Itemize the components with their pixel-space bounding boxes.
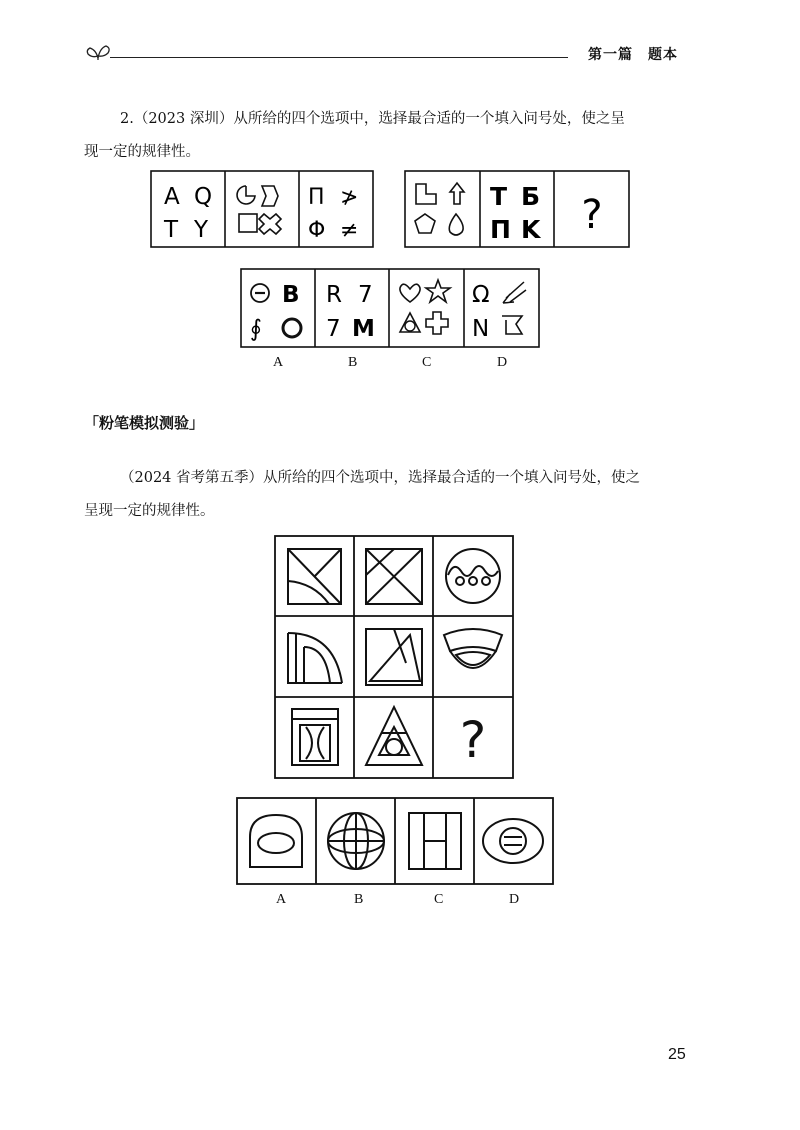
- star-icon: [426, 280, 450, 302]
- q1-options: [240, 268, 540, 348]
- q1-line2: 现一定的规律性。: [84, 144, 200, 160]
- q2-cell-7: [292, 709, 338, 765]
- pentagon-shape: [415, 214, 435, 233]
- q2-line1: （2024 省考第五季）从所给的四个选项中，选择最合适的一个填入问号处，使之: [120, 470, 641, 486]
- q2-line2: 呈现一定的规律性。: [84, 503, 215, 519]
- glyph-7b: 7: [326, 316, 341, 342]
- glyph-A: A: [164, 184, 180, 210]
- glyph-Y: Y: [194, 217, 209, 243]
- glyph-R: R: [326, 282, 342, 308]
- heart-icon: [400, 284, 420, 302]
- q1-option-d-label[interactable]: D: [497, 355, 508, 370]
- q2-option-c-figure: [409, 813, 461, 869]
- plus-shape: [426, 312, 448, 334]
- glyph-7: 7: [358, 282, 373, 308]
- q1-line1: 2.（2023 深圳）从所给的四个选项中，选择最合适的一个填入问号处，使之呈: [120, 111, 625, 127]
- glyph-contour: ∮: [250, 316, 262, 342]
- q2-option-c-label[interactable]: C: [434, 892, 444, 907]
- glyph-pi: Π: [308, 185, 325, 210]
- glyph-be: Б: [521, 182, 541, 211]
- sprout-icon: [84, 38, 114, 62]
- glyph-M-bold: M: [352, 316, 375, 342]
- q1-stem-group-2: [404, 170, 630, 248]
- glyph-pe: П: [490, 215, 511, 244]
- arrow-up-icon: [450, 183, 464, 204]
- glyph-omega: Ω: [472, 282, 490, 308]
- q2-grid: [274, 535, 514, 779]
- q1-option-b-label[interactable]: B: [348, 355, 358, 370]
- pie-shape: [237, 186, 255, 204]
- page-number: 25: [668, 1046, 686, 1063]
- glyph-K-bold: K: [521, 215, 541, 244]
- q2-option-a-label[interactable]: A: [276, 892, 287, 907]
- q2-cell-1: [288, 549, 341, 604]
- q1-option-c-figure: [400, 280, 450, 334]
- q1-option-d-figure: [472, 282, 526, 342]
- glyph-Q: Q: [194, 184, 213, 210]
- q2-cell-6: [444, 629, 502, 668]
- q2-option-a-figure: [250, 815, 302, 867]
- header-title: 第一篇 题本: [588, 47, 678, 63]
- feather-shape: [503, 282, 526, 303]
- triangle-shape: [400, 313, 420, 332]
- glyph-B-bold: B: [282, 282, 300, 308]
- q2-options: [236, 797, 554, 885]
- q2-cell-8: [366, 707, 422, 765]
- question-mark: ?: [581, 192, 603, 238]
- glyph-T-bold: T: [490, 182, 508, 211]
- glyph-phi: Φ: [308, 218, 326, 243]
- section-title: 「粉笔模拟测验」: [84, 414, 205, 432]
- glyph-T: T: [164, 217, 179, 243]
- glyph-not-greater: ≯: [340, 185, 359, 210]
- q1-option-b-figure: [326, 282, 375, 342]
- header-rule: [110, 57, 568, 58]
- glyph-not-equal: ≠: [340, 218, 359, 243]
- glyph-N: N: [472, 316, 490, 342]
- q2-cell-3: [446, 549, 500, 603]
- q1-option-a-label[interactable]: A: [273, 355, 284, 370]
- square-shape: [239, 214, 257, 232]
- q1-option-c-label[interactable]: C: [422, 355, 432, 370]
- q2-cell-5: [366, 629, 422, 685]
- q2-option-d-label[interactable]: D: [509, 892, 520, 907]
- q2-option-b-figure: [328, 813, 384, 869]
- drop-shape: [449, 214, 463, 235]
- q1-option-a-figure: [250, 282, 301, 342]
- q2-option-b-label[interactable]: B: [354, 892, 364, 907]
- q2-cell-4: [288, 633, 342, 683]
- flag-shape: [502, 316, 522, 334]
- l-shape: [416, 184, 436, 204]
- q2-question-mark: ?: [459, 711, 487, 769]
- cross-shape: [259, 214, 281, 234]
- chevron-shape: [262, 186, 278, 206]
- q2-cell-2: [366, 549, 422, 604]
- q2-option-d-figure: [483, 819, 543, 863]
- q1-stem-group-1: [150, 170, 374, 248]
